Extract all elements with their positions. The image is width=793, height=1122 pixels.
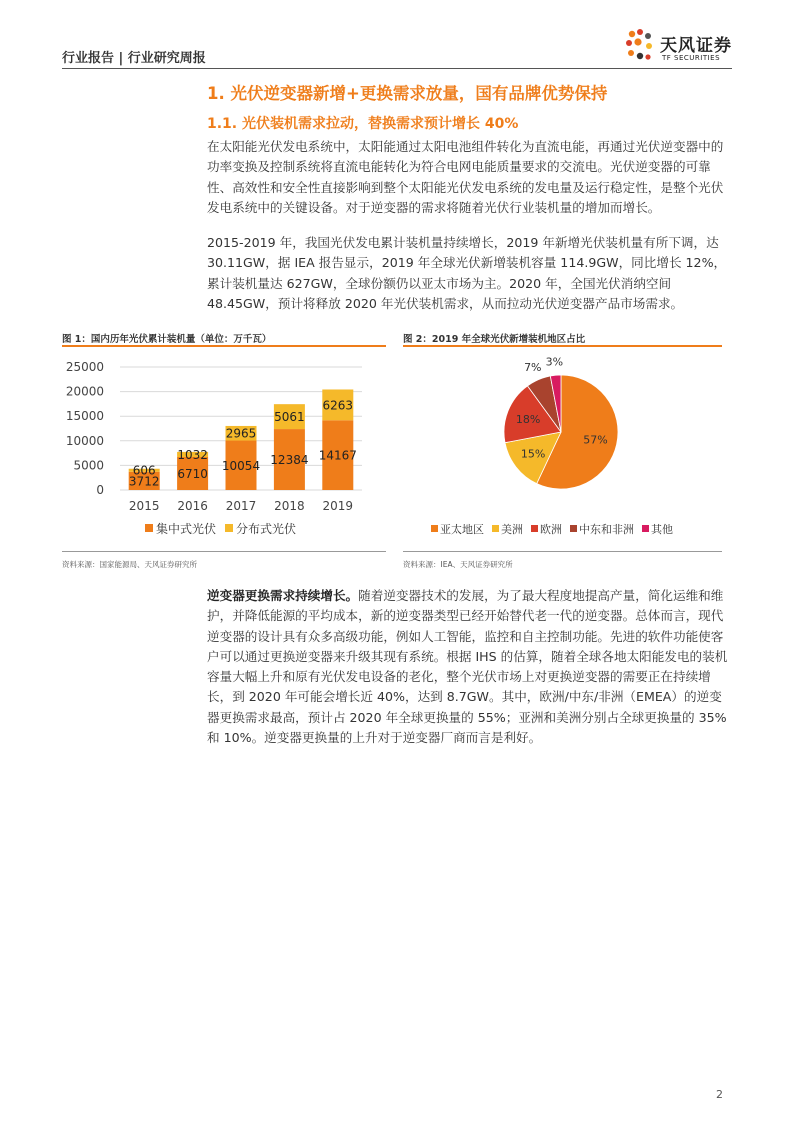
figure-1-top-rule [62, 345, 386, 347]
logo-dot-6 [646, 43, 652, 49]
bar-value-label: 6710 [177, 466, 208, 481]
legend-label: 集中式光伏 [156, 522, 217, 536]
logo-wordmark-en: TF SECURITIES [662, 54, 721, 62]
logo-dot-1 [629, 31, 635, 37]
bar-value-label: 12384 [270, 453, 309, 468]
cumulative-installation-bar-chart [62, 350, 386, 550]
paragraph-inverter-intro: 在太阳能光伏发电系统中，太阳能通过太阳电池组件转化为直流电能，再通过光伏逆变器中的功率变换及控制系统将直流电能转化为符合电网电能质量要求的交流电。光伏逆变器的可靠性、高效性和安全性直接影响到整个太阳能光伏发电系统的发电量及运行稳定性，是整个光伏发电系统中的关键设备。对于逆变器的需求将随着光伏行业装机量的增加而增长。 [207, 139, 724, 215]
logo-dot-5 [634, 38, 641, 45]
bar-value-label: 3712 [128, 474, 160, 489]
legend-label: 欧洲 [540, 523, 562, 536]
pie-value-label: 18% [515, 412, 541, 426]
report-header-title: 行业报告 | 行业研究周报 [62, 51, 206, 66]
legend-swatch [145, 524, 153, 532]
figure-2-title: 图 2：2019 年全球光伏新增装机地区占比 [403, 334, 586, 345]
y-tick-label: 10000 [65, 433, 104, 448]
logo-wordmark-cn: 天风证券 [660, 36, 732, 56]
x-tick-label: 2015 [128, 499, 160, 513]
legend-label: 分布式光伏 [236, 522, 297, 536]
figure-1-source: 资料来源：国家能源局、天风证券研究所 [62, 560, 197, 569]
header-divider [62, 68, 732, 69]
pie-value-label: 57% [583, 433, 608, 447]
bar-value-label: 2965 [225, 426, 257, 441]
paragraph-replacement-demand [207, 586, 732, 748]
y-tick-label: 15000 [65, 409, 104, 424]
x-tick-label: 2019 [322, 499, 354, 513]
paragraph-lead-sentence: 逆变器更换需求持续增长。 [207, 588, 359, 603]
x-tick-label: 2016 [177, 499, 208, 513]
figure-2-top-rule [403, 345, 722, 347]
page-number: 2 [716, 1088, 723, 1101]
y-tick-label: 5000 [73, 458, 104, 473]
pie-value-label: 3% [545, 355, 564, 369]
logo-dot-7 [628, 50, 634, 56]
y-tick-label: 0 [96, 483, 104, 497]
bar-value-label: 5061 [274, 410, 305, 425]
paragraph-body: 随着逆变器技术的发展，为了最大程度地提高产量，简化运维和维护，并降低能源的平均成本，新的逆变器类型已经开始替代老一代的逆变器。总体而言，现代逆变器的设计具有众多高级功能，例如人工智能，监控和自主控制功能。先进的软件功能使客户可以通过更换逆变器来升级其现有系统。根据 IHS 的估算，随着全球各地太阳能发电的装机容量大幅上升和原有光伏发电设备的老化，整个光伏市场上对更换逆变器的需要正在持续增长，到 2020 年可能会增长近 40%，达到 8.7GW。其中，欧洲/中东/非洲（EMEA）的逆变器更换需求最高，预计占 2020 年全球更换量的 55%；亚洲和美洲分别占全球更换量的 35%和 10%。逆变器更换量的上升对于逆变器厂商而言是利好。 [207, 588, 728, 746]
logo-dot-8 [637, 53, 643, 59]
y-tick-label: 20000 [65, 384, 104, 399]
logo-dot-9 [645, 54, 650, 59]
figure-2-source: 资料来源：IEA、天风证券研究所 [403, 560, 513, 569]
bar-value-label: 10054 [221, 458, 261, 473]
bar-value-label: 1032 [177, 447, 208, 462]
legend-label: 中东和非洲 [579, 523, 634, 536]
figure-1-bottom-rule [62, 551, 386, 552]
bar-value-label: 14167 [318, 448, 357, 463]
logo-dot-2 [637, 29, 643, 35]
legend-swatch [492, 525, 499, 532]
legend-label: 其他 [651, 523, 673, 536]
legend-swatch [431, 525, 438, 532]
legend-label: 亚太地区 [440, 523, 484, 536]
logo-dot-4 [626, 40, 632, 46]
figure-2-bottom-rule [403, 551, 722, 552]
regional-share-pie-chart [403, 350, 722, 550]
legend-swatch [642, 525, 649, 532]
paragraph-installation-growth: 2015-2019 年，我国光伏发电累计装机量持续增长，2019 年新增光伏装机量有所下调，达 30.11GW，据 IEA 报告显示，2019 年全球光伏新增装机容量 114.9GW，同比增长 12%，累计装机量达 627GW，全球份额仍以亚太市场为主。2020 年，全国光伏消纳空间 48.45GW，预计将释放 2020 年光伏装机需求，从而拉动光伏逆变器产品市场需求。 [207, 235, 727, 311]
bar-value-label: 6263 [322, 398, 354, 413]
legend-swatch [531, 525, 538, 532]
x-tick-label: 2018 [274, 499, 305, 513]
section-heading: 1. 光伏逆变器新增+更换需求放量，国有品牌优势保持 [207, 84, 608, 103]
pie-value-label: 15% [520, 447, 546, 461]
bar-value-label: 606 [132, 463, 156, 478]
y-tick-label: 25000 [65, 360, 104, 374]
legend-label: 美洲 [501, 523, 523, 536]
figure-1-title: 图 1：国内历年光伏累计装机量（单位：万千瓦） [62, 334, 272, 345]
legend-swatch [225, 524, 233, 532]
pie-value-label: 7% [524, 360, 542, 374]
legend-swatch [570, 525, 577, 532]
x-tick-label: 2017 [225, 499, 257, 513]
logo-dot-3 [645, 33, 651, 39]
subsection-heading: 1.1. 光伏装机需求拉动，替换需求预计增长 40% [207, 116, 519, 132]
